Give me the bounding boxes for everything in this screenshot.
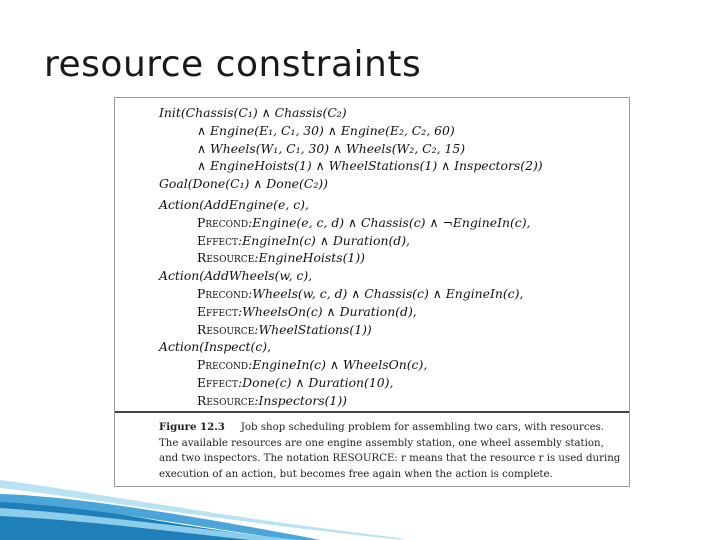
caption-divider xyxy=(115,411,629,413)
precond-line xyxy=(159,214,619,232)
corner-wave-decoration xyxy=(0,450,420,540)
caption-label: Figure 12.3 xyxy=(159,421,225,433)
init-line: ∧ EngineHoists(1) ∧ WheelStations(1) ∧ Inspectors(2)) xyxy=(197,158,543,174)
effect-keyword: Effect xyxy=(197,232,238,248)
goal-line: Goal(Done(C₁) ∧ Done(C₂)) xyxy=(159,176,328,192)
precond-body: :EngineIn(c) ∧ WheelsOn(c), xyxy=(248,357,428,373)
action-line: Action(AddEngine(e, c), xyxy=(159,196,309,212)
effect-line xyxy=(159,303,619,321)
resource-line xyxy=(159,249,619,267)
action-line: Action(AddWheels(w, c), xyxy=(159,268,313,284)
resource-line xyxy=(159,321,619,339)
precond-keyword: Precond xyxy=(197,285,249,301)
effect-line xyxy=(159,374,619,392)
effect-body: :Done(c) ∧ Duration(10), xyxy=(238,374,394,390)
init-line: Init(Chassis(C₁) ∧ Chassis(C₂) xyxy=(159,105,347,120)
effect-keyword: Effect xyxy=(197,374,238,390)
precond-body: :Wheels(w, c, d) ∧ Chassis(c) ∧ EngineIn(c), xyxy=(248,285,524,301)
figure-image xyxy=(114,97,630,487)
resource-keyword: Resource xyxy=(197,392,255,408)
precond-line xyxy=(159,356,619,374)
resource-keyword: Resource xyxy=(197,321,255,337)
resource-body: :EngineHoists(1)) xyxy=(254,250,365,266)
action-line: Action(Inspect(c), xyxy=(159,339,272,355)
resource-line xyxy=(159,392,619,410)
effect-body: :EngineIn(c) ∧ Duration(d), xyxy=(238,232,410,248)
resource-body: :WheelStations(1)) xyxy=(254,321,372,337)
init-line: ∧ Wheels(W₁, C₁, 30) ∧ Wheels(W₂, C₂, 15) xyxy=(197,140,466,156)
effect-body: :WheelsOn(c) ∧ Duration(d), xyxy=(238,303,417,319)
precond-body: :Engine(e, c, d) ∧ Chassis(c) ∧ ¬EngineIn(c), xyxy=(248,214,531,230)
resource-keyword: Resource xyxy=(197,250,255,266)
effect-keyword: Effect xyxy=(197,303,238,319)
precond-keyword: Precond xyxy=(197,214,249,230)
slide-title: resource constraints xyxy=(44,44,422,85)
resource-body: :Inspectors(1)) xyxy=(254,392,347,408)
init-line: ∧ Engine(E₁, C₁, 30) ∧ Engine(E₂, C₂, 60) xyxy=(197,122,455,138)
precond-line xyxy=(159,285,619,303)
effect-line xyxy=(159,232,619,250)
caption-text: Job shop scheduling problem for assembling two cars, with resources. The available resources are one engine assembly station, one wheel assembly station, and two inspectors. The notation RESOURCE: r means that the resource r is used during execution of an action, but becomes free again when the action is complete. xyxy=(159,422,621,480)
action-schema xyxy=(159,104,619,410)
precond-keyword: Precond xyxy=(197,357,249,373)
